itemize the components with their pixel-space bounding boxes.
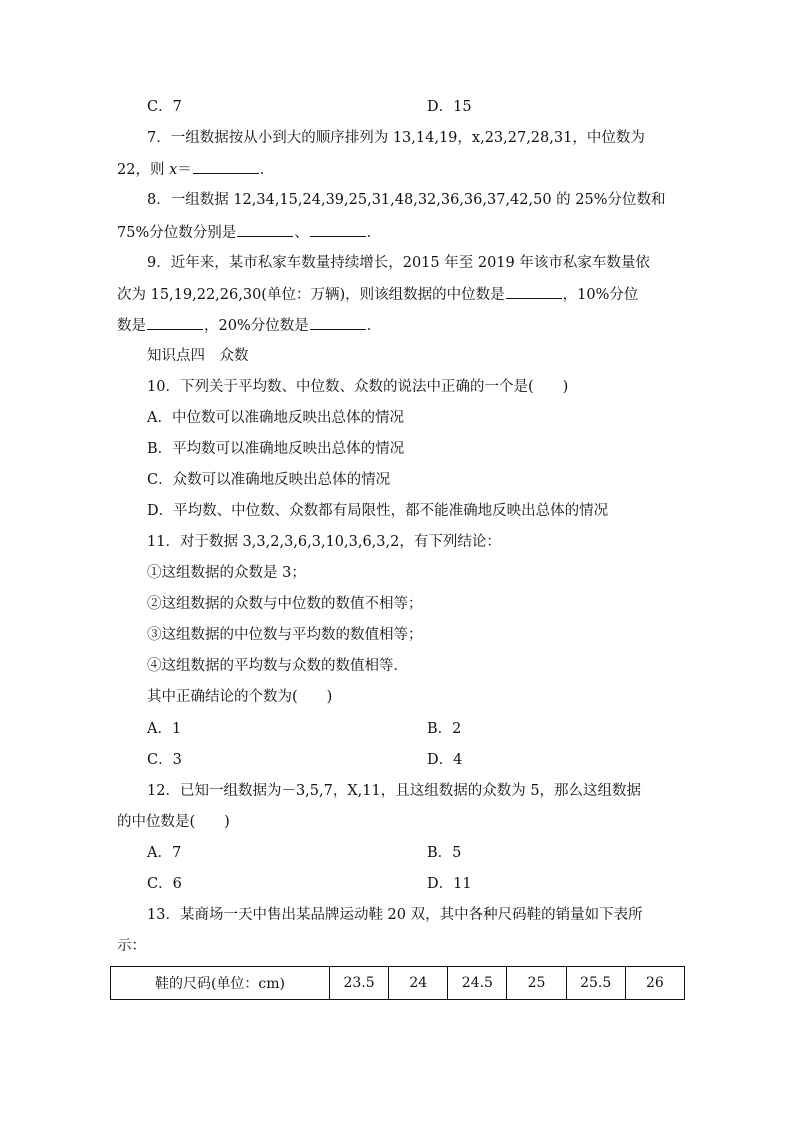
q11-option-c: C．3	[147, 752, 182, 768]
q9-line2	[117, 284, 638, 304]
table-header-cell: 鞋的尺码(单位：cm)	[111, 967, 330, 1000]
q10-stem: 10．下列关于平均数、中位数、众数的说法中正确的一个是( )	[147, 379, 569, 395]
q12-option-b: B．5	[427, 845, 462, 861]
q9-blank-p10	[147, 315, 203, 330]
q11-option-d: D．4	[427, 752, 463, 768]
q9-line3-end: ．	[366, 318, 382, 334]
section-heading-4: 知识点四 众数	[147, 348, 249, 364]
q9-line3	[117, 315, 381, 335]
q11-statement-2: ②这组数据的众数与中位数的数值不相等；	[147, 596, 423, 612]
q11-ask: 其中正确结论的个数为( )	[147, 689, 333, 705]
q9-line3-pre: 数是	[117, 318, 146, 334]
q11-statement-1: ①这组数据的众数是 3；	[147, 565, 306, 581]
q12-option-a: A．7	[147, 845, 182, 861]
table-cell-size: 24.5	[448, 967, 507, 1000]
q10-option-d: D．平均数、中位数、众数都有局限性，都不能准确地反映出总体的情况	[147, 503, 609, 519]
q6-option-c: C．7	[147, 99, 182, 115]
q11-stem: 11．对于数据 3,3,2,3,6,3,10,3,6,3,2，有下列结论：	[147, 534, 501, 550]
q7-var: x	[169, 162, 178, 178]
q8-sep: 、	[294, 225, 309, 241]
q12-option-c: C．6	[147, 876, 182, 892]
q13-line2: 示：	[117, 938, 146, 954]
q7-end: ．	[259, 162, 275, 178]
q7-blank	[193, 159, 259, 174]
q7-line2	[117, 159, 274, 179]
q8-blank-1	[237, 222, 293, 237]
q12-line1: 12．已知一组数据为－3,5,7，X,11，且这组数据的众数为 5，那么这组数据	[147, 783, 642, 799]
q13-line1: 13．某商场一天中售出某品牌运动鞋 20 双，其中各种尺码鞋的销量如下表所	[147, 907, 643, 923]
table-cell-size: 25	[507, 967, 566, 1000]
q8-line2	[117, 222, 381, 242]
table-cell-size: 25.5	[566, 967, 625, 1000]
q7-line2-pre: 22，则	[117, 162, 170, 178]
q11-option-b: B．2	[427, 721, 462, 737]
q9-line3-mid: ，20%分位数是	[204, 318, 309, 334]
q9-blank-median	[506, 284, 562, 299]
q7-eq: ＝	[177, 162, 192, 178]
q11-statement-3: ③这组数据的中位数与平均数的数值相等；	[147, 627, 423, 643]
q12-line2: 的中位数是( )	[117, 814, 230, 830]
table-row	[111, 967, 685, 1000]
q8-line1: 8．一组数据 12,34,15,24,39,25,31,48,32,36,36,37,42,50 的 25%分位数和	[147, 192, 666, 208]
q7-line1: 7．一组数据按从小到大的顺序排列为 13,14,19，x,23,27,28,31，中位数为	[147, 130, 645, 146]
q8-line2-pre: 75%分位数分别是	[117, 225, 237, 241]
q10-option-c: C．众数可以准确地反映出总体的情况	[147, 472, 391, 488]
q9-line2-post: ，10%分位	[562, 287, 639, 303]
q9-line1: 9．近年来，某市私家车数量持续增长，2015 年至 2019 年该市私家车数量依	[147, 255, 650, 271]
table-cell-size: 26	[625, 967, 684, 1000]
table-cell-size: 24	[389, 967, 448, 1000]
q10-option-b: B．平均数可以准确地反映出总体的情况	[147, 441, 405, 457]
q6-option-d: D．15	[427, 99, 472, 115]
shoe-size-table	[110, 966, 685, 1000]
q12-option-d: D．11	[427, 876, 472, 892]
q9-blank-p20	[310, 315, 366, 330]
q9-line2-pre: 次为 15,19,22,26,30(单位：万辆)，则该组数据的中位数是	[117, 287, 505, 303]
q11-option-a: A．1	[147, 721, 182, 737]
table-cell-size: 23.5	[330, 967, 389, 1000]
q8-blank-2	[310, 222, 366, 237]
q10-option-a: A．中位数可以准确地反映出总体的情况	[147, 410, 404, 426]
q11-statement-4: ④这组数据的平均数与众数的数值相等．	[147, 658, 408, 674]
q8-end: ．	[366, 225, 382, 241]
